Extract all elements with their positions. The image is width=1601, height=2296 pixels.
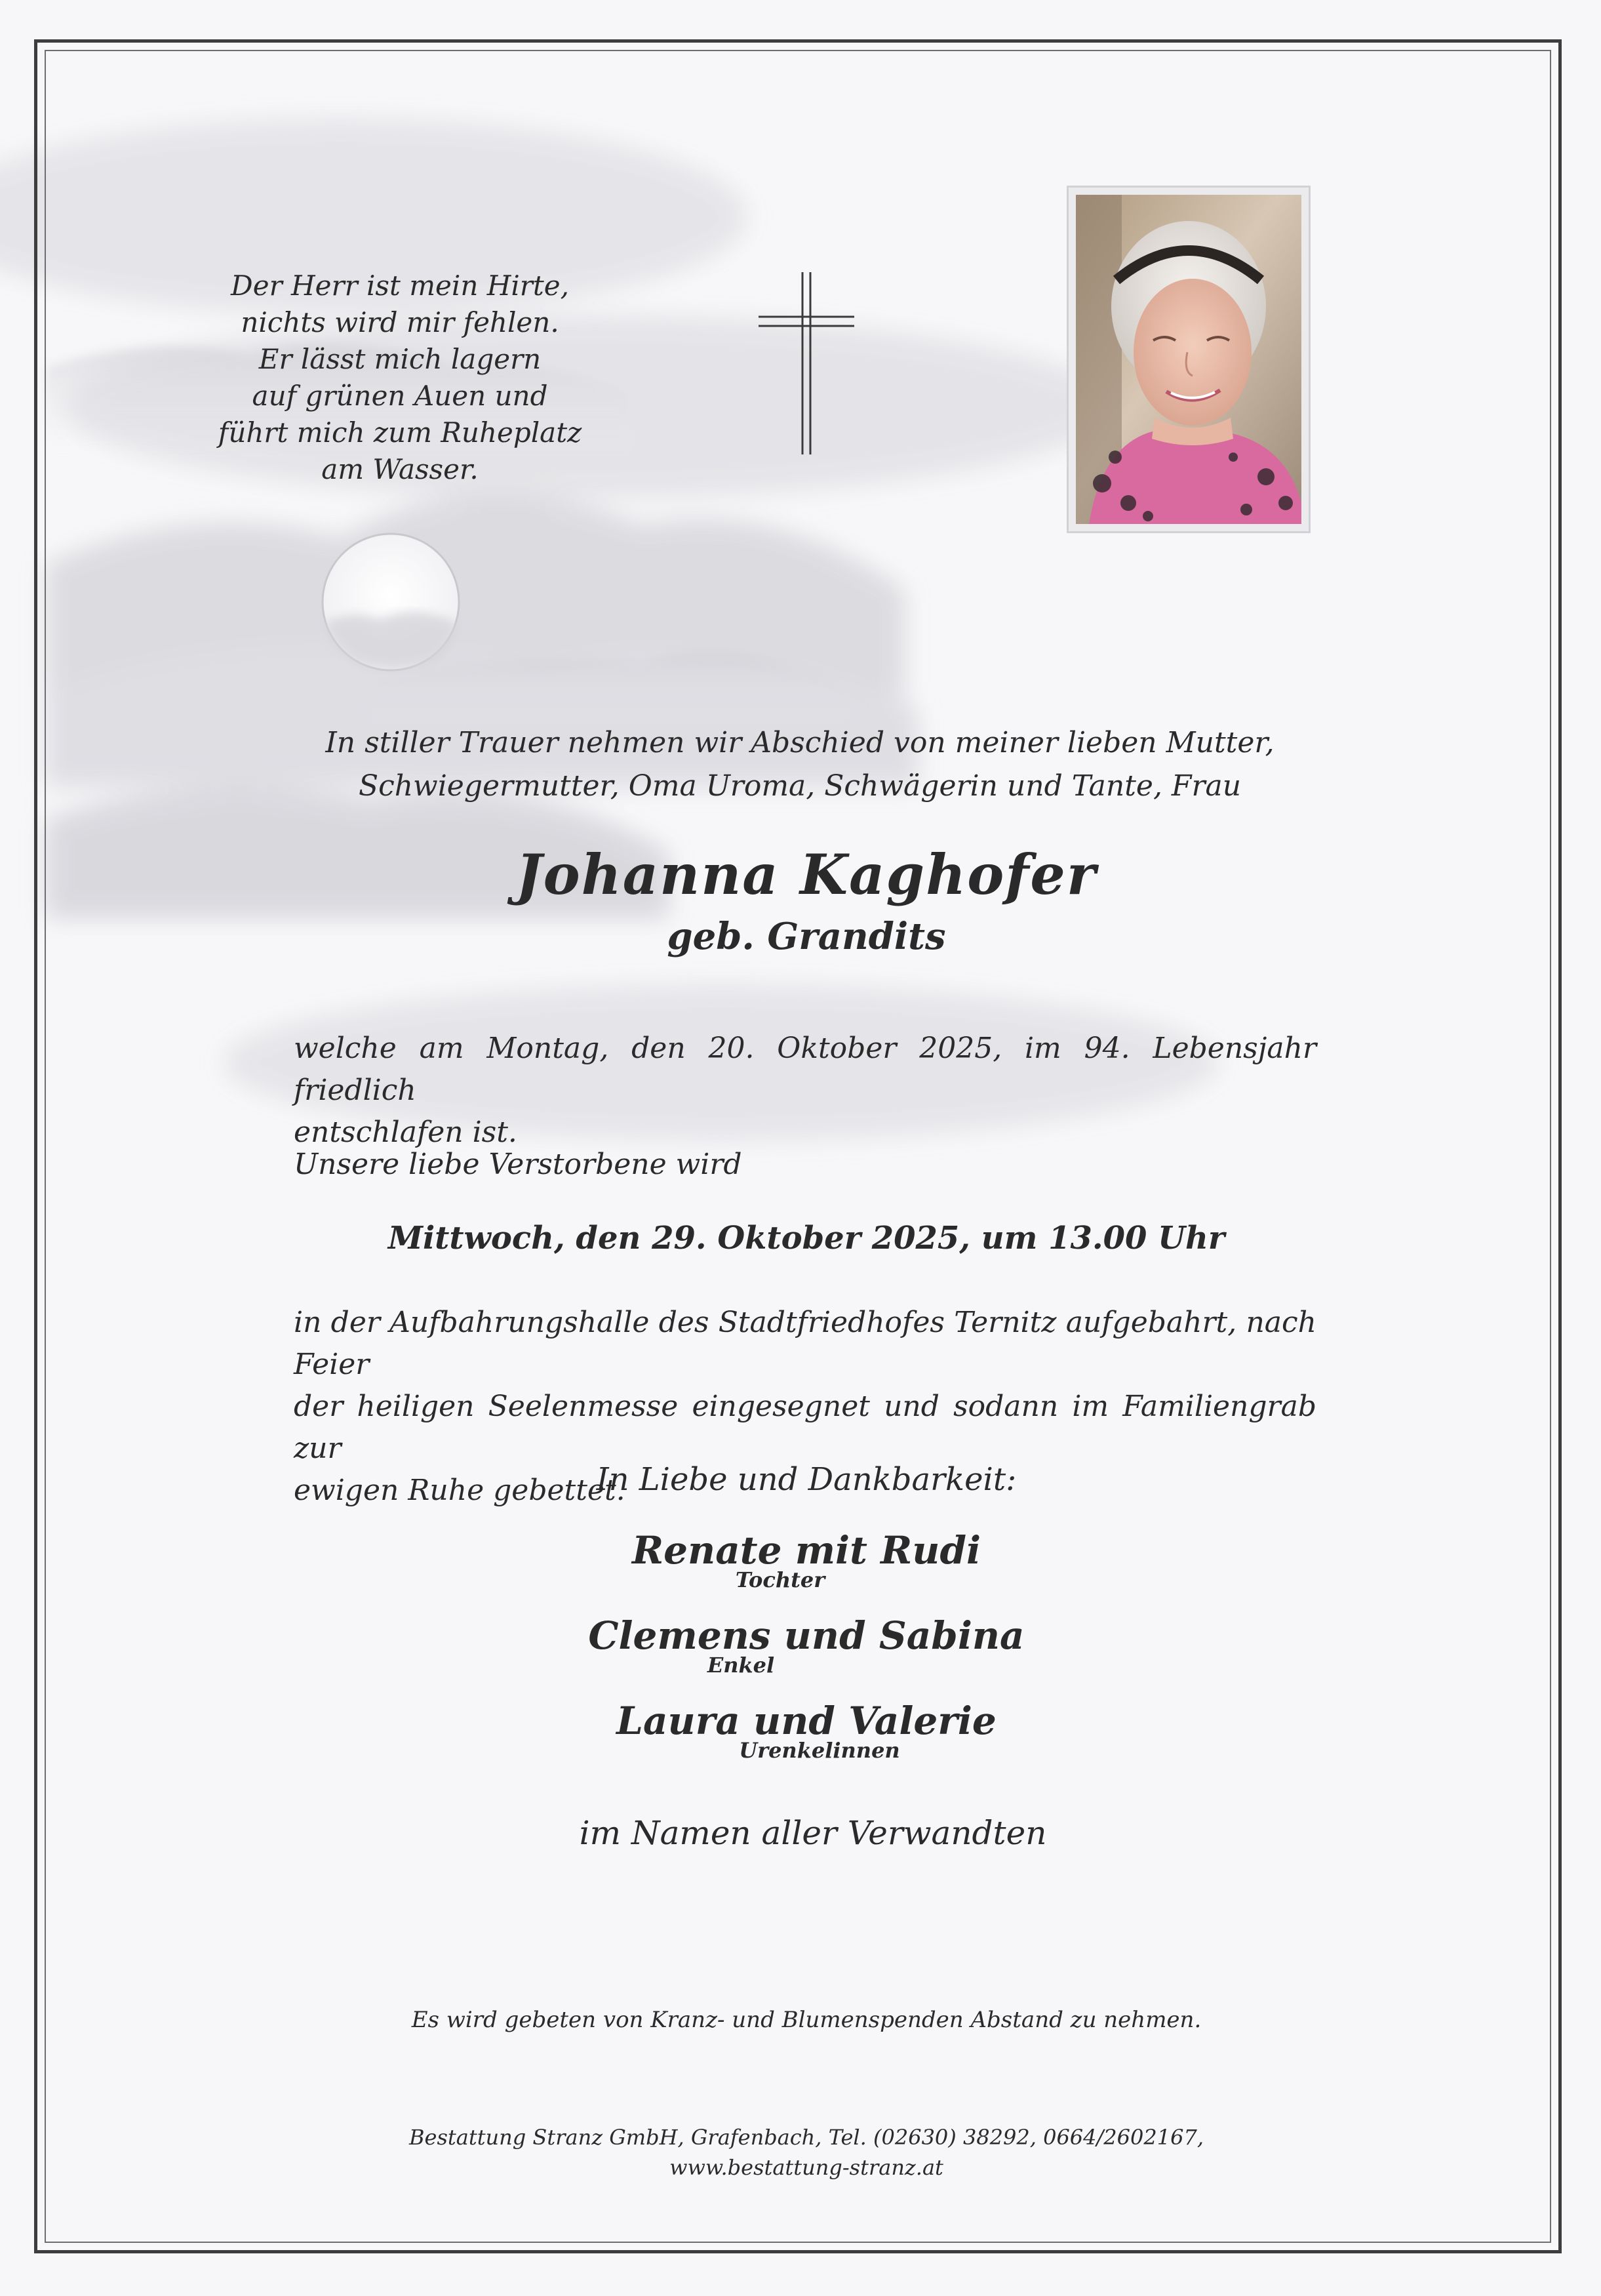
death-notice-line: welche am Montag, den 20. Oktober 2025, im 94. Lebensjahr friedlich xyxy=(294,1032,1316,1107)
psalm-line: führt mich zum Ruheplatz xyxy=(218,416,582,449)
footer-contact: Bestattung Stranz GmbH, Grafenbach, Tel. (02630) 38292, 0664/2602167, xyxy=(409,2125,1204,2150)
funeral-intro: Unsere liebe Verstorbene wird xyxy=(294,1148,742,1181)
psalm-line: auf grünen Auen und xyxy=(252,380,548,412)
birth-name: geb. Grandits xyxy=(667,915,946,958)
mourner-role: Tochter xyxy=(735,1567,825,1592)
funeral-line: in der Aufbahrungshalle des Stadtfriedhofes Ternitz aufgebahrt, nach Feier xyxy=(294,1306,1316,1381)
portrait-photo xyxy=(1076,195,1301,524)
mourner-group xyxy=(472,1699,1141,1763)
mourner-names: Clemens und Sabina xyxy=(588,1613,1025,1658)
mourner-role: Enkel xyxy=(707,1653,775,1678)
psalm-verse xyxy=(216,268,583,488)
psalm-line: nichts wird mir fehlen. xyxy=(241,306,559,338)
intro-line: In stiller Trauer nehmen wir Abschied von meiner lieben Mutter, xyxy=(325,726,1275,759)
funeral-line: der heiligen Seelenmesse eingesegnet und sodann im Familiengrab zur xyxy=(294,1390,1316,1465)
mourning-intro xyxy=(223,721,1377,808)
psalm-line: Er lässt mich lagern xyxy=(258,343,542,375)
mourner-names: Laura und Valerie xyxy=(616,1699,997,1743)
funeral-date: Mittwoch, den 29. Oktober 2025, um 13.00 Uhr xyxy=(387,1220,1225,1257)
mourner-group xyxy=(472,1613,1141,1678)
death-notice xyxy=(294,1028,1316,1154)
cross-icon xyxy=(757,271,856,456)
psalm-line: am Wasser. xyxy=(321,453,479,485)
mourner-role: Urenkelinnen xyxy=(739,1738,900,1763)
funeral-line: ewigen Ruhe gebettet. xyxy=(294,1474,625,1507)
mourner-group xyxy=(472,1528,1141,1592)
footer-website: www.bestattung-stranz.at xyxy=(669,2155,943,2180)
mourner-names: Renate mit Rudi xyxy=(631,1528,981,1573)
intro-line: Schwiegermutter, Oma Uroma, Schwägerin und Tante, Frau xyxy=(358,769,1242,803)
flower-request: Es wird gebeten von Kranz- und Blumenspenden Abstand zu nehmen. xyxy=(411,2007,1202,2033)
death-notice-line: entschlafen ist. xyxy=(294,1116,517,1149)
thanks-heading: In Liebe und Dankbarkeit: xyxy=(596,1461,1017,1498)
psalm-line: Der Herr ist mein Hirte, xyxy=(231,270,569,302)
closing-line: im Namen aller Verwandten xyxy=(579,1814,1047,1852)
deceased-name: Johanna Kaghofer xyxy=(515,842,1097,907)
